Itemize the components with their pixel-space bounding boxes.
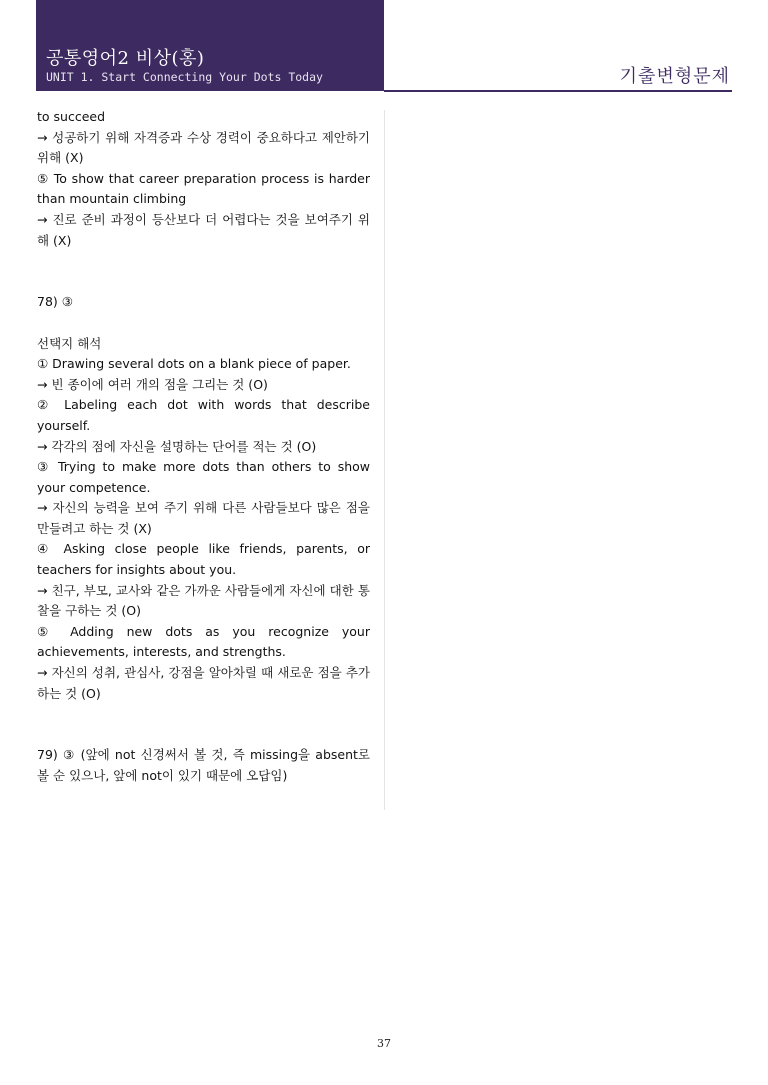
- option-line: ④ Asking close people like friends, parents, or teachers for insights about you.: [37, 541, 370, 578]
- answer-number: 78) ③: [37, 294, 73, 310]
- option-line: ② Labeling each dot with words that describe yourself.: [37, 397, 370, 433]
- translation-line: → 빈 종이에 여러 개의 점을 그리는 것 (O): [37, 376, 268, 392]
- header-rule: [384, 90, 732, 92]
- translation-line: → 자신의 성취, 관심사, 강점을 알아차릴 때 새로운 점을 추가하는 것 (O): [37, 665, 370, 701]
- section-heading: 선택지 해석: [37, 335, 102, 351]
- spacer: [37, 704, 370, 745]
- option-line: ① Drawing several dots on a blank piece of paper.: [37, 356, 351, 372]
- text-line: ⑤ To show that career preparation process is harder than mountain climbing: [37, 170, 370, 207]
- header-subtitle: UNIT 1. Start Connecting Your Dots Today: [46, 70, 323, 84]
- option-line: ⑤ Adding new dots as you recognize your achievements, interests, and strengths.: [37, 623, 370, 660]
- text-line: to succeed: [37, 109, 106, 124]
- column-divider: [384, 110, 385, 810]
- option-line: ③ Trying to make more dots than others to show your competence.: [37, 459, 370, 495]
- header-right-label: 기출변형문제: [619, 66, 730, 87]
- text-line: → 진로 준비 과정이 등산보다 더 어렵다는 것을 보여주기 위해 (X): [37, 211, 370, 248]
- answer-number: 79) ③ (앞에 not 신경써서 볼 것, 즉 missing을 absent로 볼 순 있으나, 앞에 not이 있기 때문에 오답임): [37, 747, 370, 783]
- spacer: [37, 251, 370, 292]
- answer-content: [37, 107, 370, 787]
- spacer: [37, 313, 370, 334]
- translation-line: → 친구, 부모, 교사와 같은 가까운 사람들에게 자신에 대한 통찰을 구하는 것 (O): [37, 582, 370, 619]
- text-line: → 성공하기 위해 자격증과 수상 경력이 중요하다고 제안하기 위해 (X): [37, 129, 370, 166]
- translation-line: → 자신의 능력을 보여 주기 위해 다른 사람들보다 많은 점을 만들려고 하는 것 (X): [37, 500, 370, 536]
- page-number: 37: [377, 1037, 391, 1050]
- header-title: 공통영어2 비상(홍): [46, 48, 205, 69]
- translation-line: → 각각의 점에 자신을 설명하는 단어를 적는 것 (O): [37, 438, 317, 454]
